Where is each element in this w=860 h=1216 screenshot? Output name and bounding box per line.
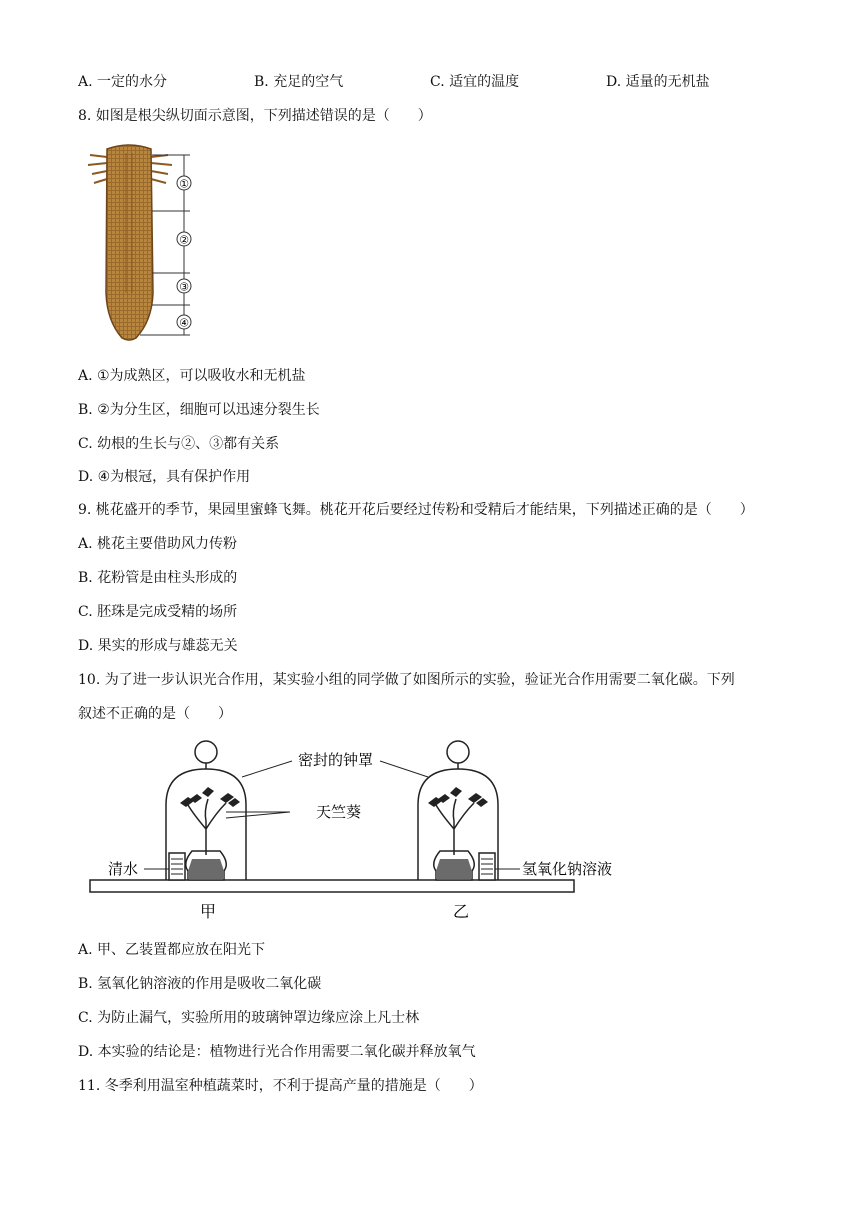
q10-option-b: B. 氢氧化钠溶液的作用是吸收二氧化碳 — [78, 976, 322, 992]
base-board — [90, 880, 574, 892]
q10-option-a: A. 甲、乙装置都应放在阳光下 — [78, 942, 266, 958]
svg-text:①: ① — [179, 177, 189, 191]
q10-stem-line2: 叙述不正确的是（ ） — [78, 706, 232, 722]
q8-option-d: D. ④为根冠，具有保护作用 — [78, 469, 251, 485]
q9-option-c: C. 胚珠是完成受精的场所 — [78, 604, 238, 620]
label-jia: 甲 — [199, 902, 217, 921]
label-bell-jar: 密封的钟罩 — [298, 751, 374, 769]
q7-option-a: A. 一定的水分 — [78, 74, 168, 90]
naoh-beaker — [479, 853, 495, 880]
zone-label-4 — [177, 315, 191, 330]
q10-option-c: C. 为防止漏气，实验所用的玻璃钟罩边缘应涂上凡士林 — [78, 1010, 420, 1026]
root-body — [106, 145, 153, 340]
q8-option-a: A. ①为成熟区，可以吸收水和无机盐 — [78, 368, 306, 384]
plant-jia — [180, 787, 240, 880]
zone-label-2 — [177, 232, 191, 247]
q9-option-b: B. 花粉管是由柱头形成的 — [78, 570, 238, 586]
q9-option-d: D. 果实的形成与雄蕊无关 — [78, 638, 238, 654]
zone-label-3 — [177, 279, 191, 294]
label-naoh: 氢氧化钠溶液 — [522, 860, 613, 878]
q10-option-d: D. 本实验的结论是：植物进行光合作用需要二氧化碳并释放氧气 — [78, 1044, 476, 1060]
q10-stem-line1: 10. 为了进一步认识光合作用，某实验小组的同学做了如图所示的实验，验证光合作用需要二氧化碳。下列 — [78, 672, 735, 688]
q9-stem: 9. 桃花盛开的季节，果园里蜜蜂飞舞。桃花开花后要经过传粉和受精后才能结果，下列描述正确的是（ ） — [78, 502, 754, 518]
label-plant: 天竺葵 — [316, 803, 362, 821]
zone-label-1 — [177, 176, 191, 191]
q7-option-c: C. 适宜的温度 — [430, 74, 520, 90]
q8-option-c: C. 幼根的生长与②、③都有关系 — [78, 436, 280, 452]
root-tip-figure — [80, 143, 200, 343]
q9-option-a: A. 桃花主要借助风力传粉 — [78, 536, 238, 552]
q7-option-b: B. 充足的空气 — [254, 74, 344, 90]
label-yi: 乙 — [452, 902, 470, 921]
bell-jar-experiment-figure — [84, 733, 644, 925]
water-beaker — [169, 853, 185, 880]
q11-stem: 11. 冬季利用温室种植蔬菜时，不利于提高产量的措施是（ ） — [78, 1078, 483, 1094]
q8-option-b: B. ②为分生区，细胞可以迅速分裂生长 — [78, 402, 320, 418]
q8-stem: 8. 如图是根尖纵切面示意图，下列描述错误的是（ ） — [78, 108, 432, 124]
label-water: 清水 — [108, 860, 139, 878]
svg-text:④: ④ — [179, 316, 189, 330]
svg-text:③: ③ — [179, 280, 189, 294]
q7-option-d: D. 适量的无机盐 — [606, 74, 710, 90]
svg-text:②: ② — [179, 233, 189, 247]
